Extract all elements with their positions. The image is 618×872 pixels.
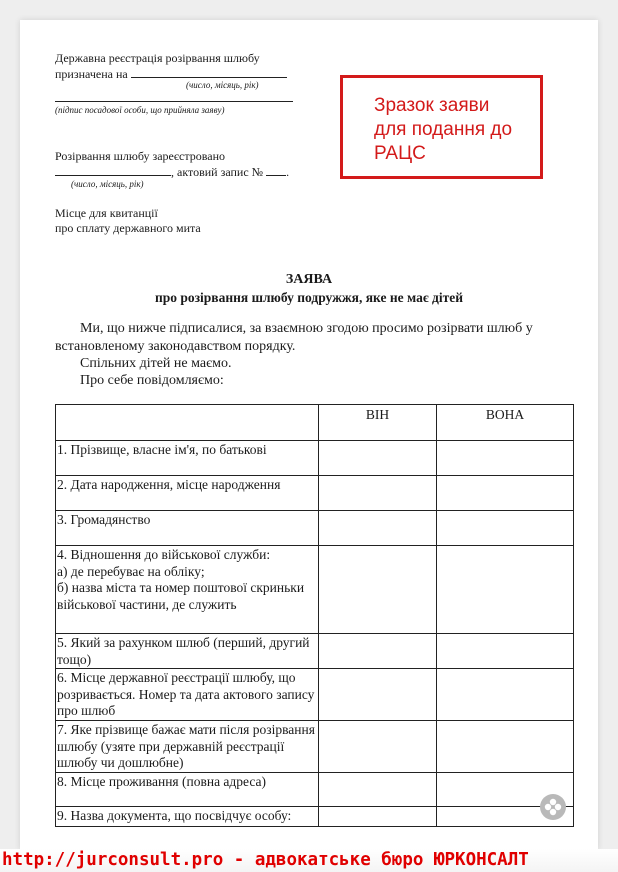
stamp-line-2: для подання до — [374, 119, 513, 140]
he-field[interactable] — [319, 441, 437, 476]
row-label: 6. Місце державної реєстрації шлюбу, що розривається. Номер та дата актового запису про шлюб — [56, 669, 319, 721]
row-label: 7. Яке прізвище бажає мати після розірвання шлюбу (узяте при державній реєстрації шлюбу чи дошлюбне) — [56, 721, 319, 773]
receipt-line-2: про сплату державного мита — [55, 221, 201, 235]
header-empty-cell — [56, 405, 319, 441]
she-field[interactable] — [437, 721, 574, 773]
scheduled-date-blank — [131, 66, 287, 78]
act-number-blank — [266, 164, 286, 176]
he-field[interactable] — [319, 511, 437, 546]
table-row — [56, 511, 574, 546]
she-field[interactable] — [437, 546, 574, 634]
she-field[interactable] — [437, 634, 574, 669]
signature-hint: (підпис посадової особи, що прийняла заяву) — [55, 105, 225, 115]
act-record-line: , актовий запис № . — [55, 164, 289, 180]
he-field[interactable] — [319, 669, 437, 721]
registration-line-1: Державна реєстрація розірвання шлюбу — [55, 51, 260, 65]
date-hint: (число, місяць, рік) — [186, 80, 259, 90]
she-field[interactable] — [437, 441, 574, 476]
document-subtitle: про розірвання шлюбу подружжя, яке не має дітей — [154, 290, 464, 305]
she-field[interactable] — [437, 669, 574, 721]
he-field[interactable] — [319, 807, 437, 827]
registered-date-blank — [55, 164, 171, 176]
column-he: ВІН — [319, 405, 437, 441]
he-field[interactable] — [319, 476, 437, 511]
paragraph-1-cont: встановленому законодавством порядку. — [55, 339, 296, 354]
row-label: 9. Назва документа, що посвідчує особу: — [56, 807, 319, 827]
registered-line: Розірвання шлюбу зареєстровано — [55, 149, 226, 163]
table-row — [56, 546, 574, 634]
he-field[interactable] — [319, 721, 437, 773]
receipt-line-1: Місце для квитанції — [55, 206, 158, 220]
act-record-label: , актовий запис № — [171, 165, 264, 179]
table-header-row — [56, 405, 574, 441]
he-field[interactable] — [319, 773, 437, 807]
document-page — [20, 20, 598, 850]
table-row — [56, 441, 574, 476]
table-row — [56, 669, 574, 721]
table-row — [56, 634, 574, 669]
table-row — [56, 721, 574, 773]
table-row — [56, 773, 574, 807]
paragraph-1: Ми, що нижче підписалися, за взаємною згодою просимо розірвати шлюб у — [80, 321, 533, 336]
stamp-line-1: Зразок заяви — [374, 95, 490, 116]
site-watermark-link[interactable]: http://jurconsult.pro - адвокатське бюро ЮРКОНСАЛТ — [0, 849, 618, 872]
row-label: 3. Громадянство — [56, 511, 319, 546]
column-she: ВОНА — [437, 405, 574, 441]
watermark-logo-icon — [540, 794, 566, 820]
row-label: 4. Відношення до військової служби: а) де перебуває на обліку; б) назва міста та номер поштової скриньки військової частини, де служить — [56, 546, 319, 634]
table-row — [56, 476, 574, 511]
date-hint-2: (число, місяць, рік) — [71, 179, 144, 189]
scheduled-label: призначена на — [55, 67, 128, 81]
paragraph-2: Спільних дітей не маємо. — [80, 356, 232, 371]
row-label: 1. Прізвище, власне ім'я, по батькові — [56, 441, 319, 476]
document-title: ЗАЯВА — [285, 272, 333, 287]
she-field[interactable] — [437, 511, 574, 546]
signature-line — [55, 101, 293, 102]
sample-stamp — [340, 75, 543, 179]
stamp-line-3: РАЦС — [374, 143, 426, 164]
row-label: 5. Який за рахунком шлюб (перший, другий тощо) — [56, 634, 319, 669]
he-field[interactable] — [319, 546, 437, 634]
row-label: 8. Місце проживання (повна адреса) — [56, 773, 319, 807]
he-field[interactable] — [319, 634, 437, 669]
paragraph-3: Про себе повідомляємо: — [80, 373, 224, 388]
she-field[interactable] — [437, 476, 574, 511]
row-label: 2. Дата народження, місце народження — [56, 476, 319, 511]
personal-info-table — [55, 404, 574, 827]
table-row — [56, 807, 574, 827]
